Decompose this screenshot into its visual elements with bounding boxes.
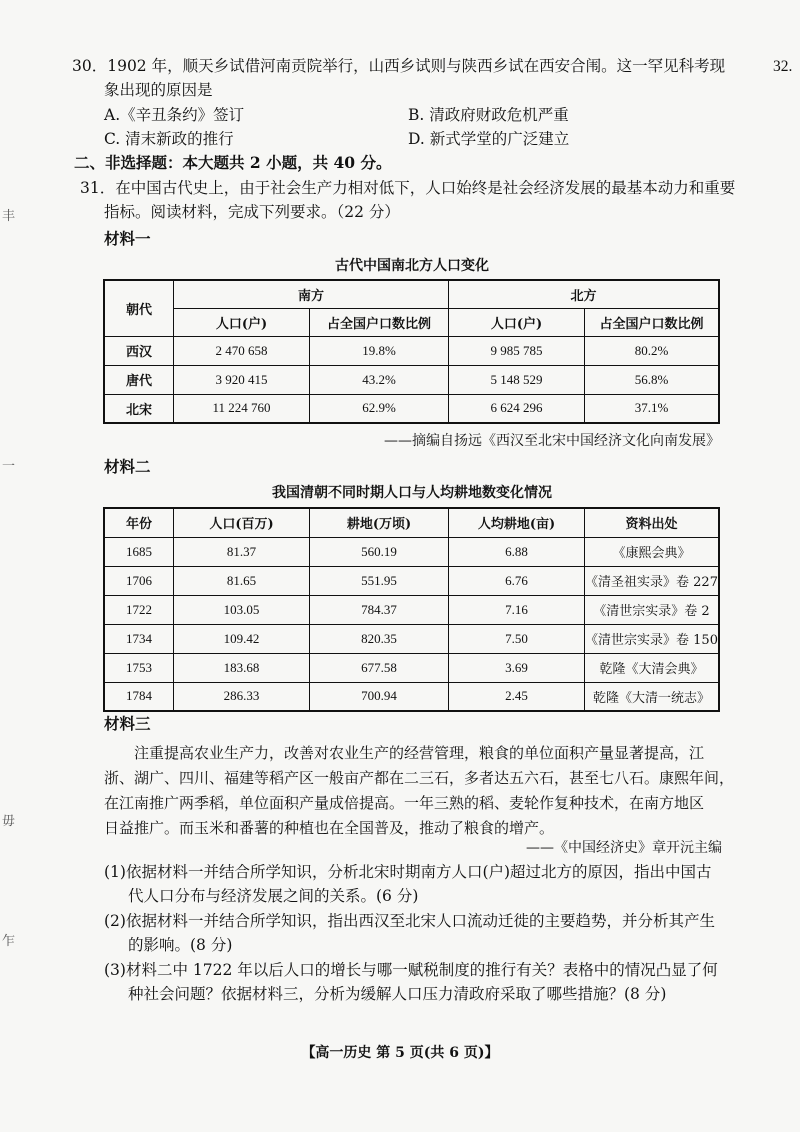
cell-source: 《清世宗实录》卷 150 xyxy=(585,624,720,653)
qing-population-land-table xyxy=(103,507,720,712)
cell-north-pop: 6 624 296 xyxy=(449,394,585,423)
table-row xyxy=(104,365,719,394)
q30-stem-line1: 30．1902 年，顺天乡试借河南贡院举行，山西乡试则与陕西乡试在西安合闱。这一罕见科考现 xyxy=(72,57,726,75)
col-header-north-ratio: 占全国户口数比例 xyxy=(585,308,720,336)
cell-dynasty: 北宋 xyxy=(104,394,174,423)
material2-table-title: 我国清朝不同时期人口与人均耕地数变化情况 xyxy=(272,485,552,501)
cell-per-capita: 6.76 xyxy=(449,566,585,595)
col-header-source: 资料出处 xyxy=(585,508,720,537)
table-row xyxy=(104,566,719,595)
material1-table-title: 古代中国南北方人口变化 xyxy=(335,258,489,274)
subquestion3-line2: 种社会问题？依据材料三，分析为缓解人口压力清政府采取了哪些措施？(8 分) xyxy=(128,985,667,1003)
subquestion1-line1: (1)依据材料一并结合所学知识，分析北宋时期南方人口(户)超过北方的原因，指出中国古 xyxy=(104,863,712,881)
cell-farmland: 677.58 xyxy=(310,653,449,682)
cell-per-capita: 7.16 xyxy=(449,595,585,624)
q30-option-a: A.《辛丑条约》签订 xyxy=(104,106,245,124)
material1-label: 材料一 xyxy=(104,229,151,248)
cell-year: 1685 xyxy=(104,537,174,566)
table-row xyxy=(104,595,719,624)
q31-stem-line1: 31．在中国古代史上，由于社会生产力相对低下，人口始终是社会经济发展的最基本动力和重要 xyxy=(80,179,736,197)
cell-per-capita: 2.45 xyxy=(449,682,585,711)
cell-south-ratio: 43.2% xyxy=(310,365,449,394)
cell-source: 《清圣祖实录》卷 227 xyxy=(585,566,720,595)
page-footer: 【高一历史 第 5 页(共 6 页)】 xyxy=(301,1045,499,1061)
col-header-north-pop: 人口(户) xyxy=(449,308,585,336)
cell-per-capita: 3.69 xyxy=(449,653,585,682)
cell-south-pop: 11 224 760 xyxy=(174,394,310,423)
cell-dynasty: 西汉 xyxy=(104,336,174,365)
cell-south-pop: 3 920 415 xyxy=(174,365,310,394)
cell-source: 乾隆《大清一统志》 xyxy=(585,682,720,711)
population-south-north-table xyxy=(103,279,720,424)
col-header-per-capita: 人均耕地(亩) xyxy=(449,508,585,537)
q31-stem-line2: 指标。阅读材料，完成下列要求。（22 分） xyxy=(104,203,400,221)
q30-stem-line2: 象出现的原因是 xyxy=(104,81,213,99)
material3-text-line4: 日益推广。而玉米和番薯的种植也在全国普及，推动了粮食的增产。 xyxy=(104,819,555,837)
col-header-north: 北方 xyxy=(449,280,720,308)
section2-title: 二、非选择题：本大题共 2 小题，共 40 分。 xyxy=(74,153,392,172)
q30-option-d: D. 新式学堂的广泛建立 xyxy=(408,130,570,148)
col-header-year: 年份 xyxy=(104,508,174,537)
cell-source: 乾隆《大清会典》 xyxy=(585,653,720,682)
cell-south-ratio: 19.8% xyxy=(310,336,449,365)
cell-dynasty: 唐代 xyxy=(104,365,174,394)
cell-source: 《清世宗实录》卷 2 xyxy=(585,595,720,624)
cell-north-pop: 5 148 529 xyxy=(449,365,585,394)
cell-farmland: 784.37 xyxy=(310,595,449,624)
cell-population: 81.37 xyxy=(174,537,310,566)
cell-south-pop: 2 470 658 xyxy=(174,336,310,365)
cell-population: 183.68 xyxy=(174,653,310,682)
cell-per-capita: 6.88 xyxy=(449,537,585,566)
margin-mark: 毋 xyxy=(2,814,16,829)
margin-mark: 丰 xyxy=(2,209,16,224)
material1-source: ——摘编自扬远《西汉至北宋中国经济文化向南发展》 xyxy=(384,433,720,449)
table-row xyxy=(104,537,719,566)
subquestion1-line2: 代人口分布与经济发展之间的关系。(6 分) xyxy=(128,887,419,905)
cell-year: 1706 xyxy=(104,566,174,595)
col-header-population: 人口(百万) xyxy=(174,508,310,537)
table-row xyxy=(104,653,719,682)
cell-farmland: 551.95 xyxy=(310,566,449,595)
table-row xyxy=(104,336,719,365)
cell-year: 1753 xyxy=(104,653,174,682)
cell-north-ratio: 80.2% xyxy=(585,336,720,365)
subquestion3-line1: (3)材料二中 1722 年以后人口的增长与哪一赋税制度的推行有关？表格中的情况凸显了何 xyxy=(104,961,718,979)
cell-year: 1722 xyxy=(104,595,174,624)
cell-per-capita: 7.50 xyxy=(449,624,585,653)
q30-option-b: B. 清政府财政危机严重 xyxy=(408,106,569,124)
material3-text-line3: 在江南推广两季稻，单位面积产量成倍提高。一年三熟的稻、麦轮作复种技术，在南方地区 xyxy=(104,794,705,812)
cell-farmland: 820.35 xyxy=(310,624,449,653)
cell-population: 103.05 xyxy=(174,595,310,624)
col-header-south-pop: 人口(户) xyxy=(174,308,310,336)
cell-source: 《康熙会典》 xyxy=(585,537,720,566)
cell-farmland: 700.94 xyxy=(310,682,449,711)
col-header-dynasty: 朝代 xyxy=(104,280,174,336)
cell-year: 1784 xyxy=(104,682,174,711)
q30-option-c: C. 清末新政的推行 xyxy=(104,130,234,148)
material3-text-line2: 浙、湖广、四川、福建等稻产区一般亩产都在二三石，多者达五六石，甚至七八石。康熙年间， xyxy=(104,769,735,787)
table-row xyxy=(104,682,719,711)
material3-label: 材料三 xyxy=(104,714,151,733)
cell-south-ratio: 62.9% xyxy=(310,394,449,423)
cell-north-ratio: 37.1% xyxy=(585,394,720,423)
material3-text-line1: 注重提高农业生产力，改善对农业生产的经营管理，粮食的单位面积产量显著提高，江 xyxy=(134,744,705,762)
cell-farmland: 560.19 xyxy=(310,537,449,566)
col-header-south: 南方 xyxy=(174,280,449,308)
subquestion2-line1: (2)依据材料一并结合所学知识，指出西汉至北宋人口流动迁徙的主要趋势，并分析其产生 xyxy=(104,912,715,930)
col-header-farmland: 耕地(万顷) xyxy=(310,508,449,537)
right-margin-question-number: 32. xyxy=(773,58,793,75)
cell-north-ratio: 56.8% xyxy=(585,365,720,394)
material3-source: ——《中国经济史》章开沅主编 xyxy=(526,840,722,856)
margin-mark: 乍 xyxy=(2,934,16,949)
material2-label: 材料二 xyxy=(104,457,151,476)
cell-population: 81.65 xyxy=(174,566,310,595)
margin-mark: 一 xyxy=(2,459,16,474)
table-row xyxy=(104,624,719,653)
cell-year: 1734 xyxy=(104,624,174,653)
col-header-south-ratio: 占全国户口数比例 xyxy=(310,308,449,336)
subquestion2-line2: 的影响。(8 分) xyxy=(128,936,233,954)
cell-north-pop: 9 985 785 xyxy=(449,336,585,365)
table-row xyxy=(104,394,719,423)
cell-population: 109.42 xyxy=(174,624,310,653)
cell-population: 286.33 xyxy=(174,682,310,711)
